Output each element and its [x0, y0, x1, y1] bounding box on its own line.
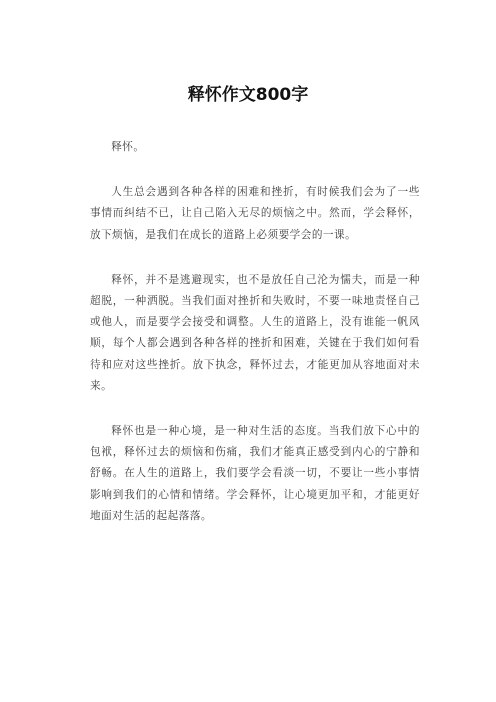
paragraph-2: 人生总会遇到各种各样的困难和挫折，有时候我们会为了一些事情而纠结不已，让自己陷入无尽的烦恼之中。然而，学会释怀，放下烦恼，是我们在成长的道路上必须要学会的一课。 [90, 186, 420, 241]
document-body [90, 137, 420, 527]
paragraph-4: 释怀也是一种心境，是一种对生活的态度。当我们放下心中的包袱，释怀过去的烦恼和伤痛，我们才能真正感受到内心的宁静和舒畅。在人生的道路上，我们要学会看淡一切，不要让一些小事情影响到我们的心情和情绪。学会释怀，让心境更加平和，才能更好地面对生活的起起落落。 [90, 425, 420, 522]
paragraph-3: 释怀，并不是逃避现实，也不是放任自己沦为懦夫，而是一种超脱，一种洒脱。当我们面对挫折和失败时，不要一味地责怪自己或他人，而是要学会接受和调整。人生的道路上，没有谁能一帆风顺，每个人都会遇到各种各样的挫折和困难，关键在于我们如何看待和应对这些挫折。放下执念，释怀过去，才能更加从容地面对未来。 [90, 273, 420, 392]
paragraph-1: 释怀。 [111, 141, 145, 153]
document-title: 释怀作文800字 [187, 85, 309, 105]
